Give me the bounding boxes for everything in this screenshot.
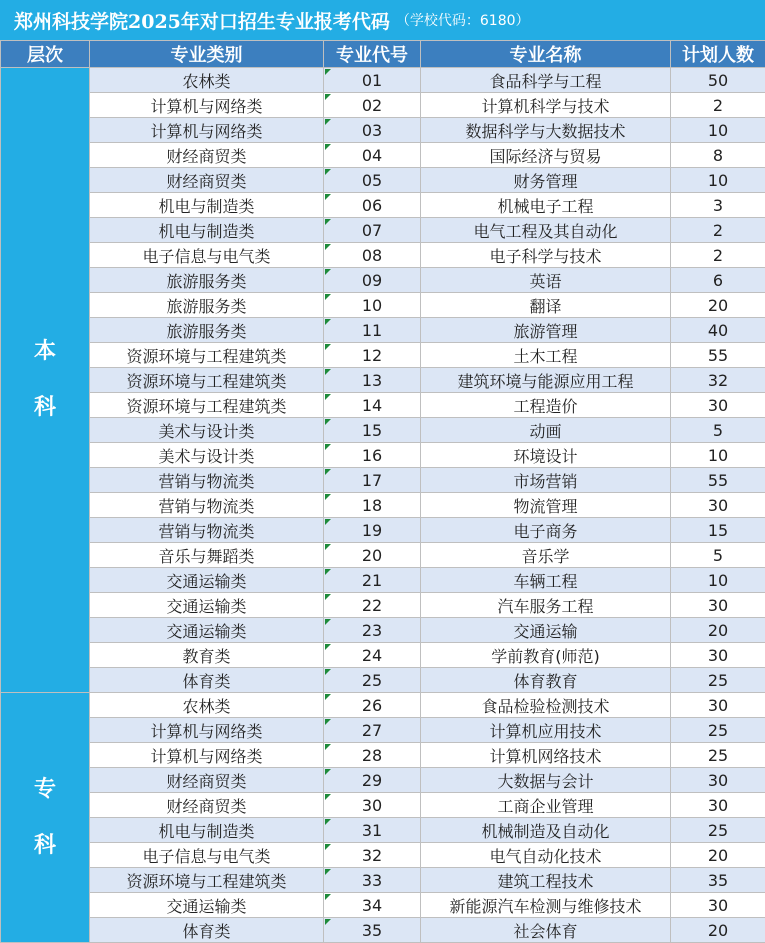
name-cell: 土木工程 bbox=[421, 343, 671, 368]
level-char: 本 bbox=[1, 324, 89, 380]
code-cell: 29 bbox=[324, 768, 421, 793]
name-cell: 建筑环境与能源应用工程 bbox=[421, 368, 671, 393]
name-cell: 食品检验检测技术 bbox=[421, 693, 671, 718]
name-cell: 环境设计 bbox=[421, 443, 671, 468]
header-row bbox=[1, 41, 765, 68]
code-cell: 20 bbox=[324, 543, 421, 568]
table-row bbox=[1, 193, 765, 218]
table-row bbox=[1, 93, 765, 118]
plan-cell: 15 bbox=[671, 518, 765, 543]
category-cell: 计算机与网络类 bbox=[90, 743, 324, 768]
code-cell: 21 bbox=[324, 568, 421, 593]
level-char: 专 bbox=[1, 762, 89, 818]
code-cell: 23 bbox=[324, 618, 421, 643]
name-cell: 学前教育(师范) bbox=[421, 643, 671, 668]
name-cell: 翻译 bbox=[421, 293, 671, 318]
plan-cell: 10 bbox=[671, 443, 765, 468]
plan-cell: 5 bbox=[671, 418, 765, 443]
plan-cell: 30 bbox=[671, 643, 765, 668]
name-cell: 建筑工程技术 bbox=[421, 868, 671, 893]
code-cell: 05 bbox=[324, 168, 421, 193]
category-cell: 计算机与网络类 bbox=[90, 118, 324, 143]
name-cell: 社会体育 bbox=[421, 918, 671, 943]
table-row bbox=[1, 843, 765, 868]
plan-cell: 25 bbox=[671, 818, 765, 843]
table-row bbox=[1, 118, 765, 143]
plan-cell: 30 bbox=[671, 793, 765, 818]
code-cell: 01 bbox=[324, 68, 421, 93]
category-cell: 财经商贸类 bbox=[90, 793, 324, 818]
plan-cell: 20 bbox=[671, 843, 765, 868]
code-cell: 02 bbox=[324, 93, 421, 118]
category-cell: 计算机与网络类 bbox=[90, 718, 324, 743]
category-cell: 财经商贸类 bbox=[90, 768, 324, 793]
plan-cell: 3 bbox=[671, 193, 765, 218]
table-row bbox=[1, 418, 765, 443]
plan-cell: 10 bbox=[671, 168, 765, 193]
category-cell: 交通运输类 bbox=[90, 568, 324, 593]
table-row bbox=[1, 268, 765, 293]
plan-cell: 6 bbox=[671, 268, 765, 293]
plan-cell: 30 bbox=[671, 393, 765, 418]
category-cell: 营销与物流类 bbox=[90, 468, 324, 493]
category-cell: 资源环境与工程建筑类 bbox=[90, 393, 324, 418]
code-cell: 28 bbox=[324, 743, 421, 768]
name-cell: 旅游管理 bbox=[421, 318, 671, 343]
plan-cell: 30 bbox=[671, 768, 765, 793]
code-cell: 11 bbox=[324, 318, 421, 343]
level-char: 科 bbox=[1, 380, 89, 436]
category-cell: 计算机与网络类 bbox=[90, 93, 324, 118]
table-row bbox=[1, 868, 765, 893]
category-cell: 电子信息与电气类 bbox=[90, 843, 324, 868]
name-cell: 计算机网络技术 bbox=[421, 743, 671, 768]
category-cell: 营销与物流类 bbox=[90, 518, 324, 543]
name-cell: 新能源汽车检测与维修技术 bbox=[421, 893, 671, 918]
table-row bbox=[1, 818, 765, 843]
plan-cell: 5 bbox=[671, 543, 765, 568]
category-cell: 交通运输类 bbox=[90, 893, 324, 918]
code-cell: 24 bbox=[324, 643, 421, 668]
plan-cell: 40 bbox=[671, 318, 765, 343]
name-cell: 工商企业管理 bbox=[421, 793, 671, 818]
category-cell: 体育类 bbox=[90, 918, 324, 943]
code-cell: 33 bbox=[324, 868, 421, 893]
plan-cell: 35 bbox=[671, 868, 765, 893]
plan-cell: 10 bbox=[671, 118, 765, 143]
level-cell bbox=[1, 68, 90, 693]
plan-cell: 30 bbox=[671, 693, 765, 718]
category-cell: 机电与制造类 bbox=[90, 193, 324, 218]
code-cell: 25 bbox=[324, 668, 421, 693]
category-cell: 旅游服务类 bbox=[90, 318, 324, 343]
name-cell: 车辆工程 bbox=[421, 568, 671, 593]
code-cell: 18 bbox=[324, 493, 421, 518]
table-row bbox=[1, 368, 765, 393]
name-cell: 市场营销 bbox=[421, 468, 671, 493]
table-row bbox=[1, 568, 765, 593]
name-cell: 计算机科学与技术 bbox=[421, 93, 671, 118]
table-row bbox=[1, 393, 765, 418]
name-cell: 机械制造及自动化 bbox=[421, 818, 671, 843]
code-cell: 07 bbox=[324, 218, 421, 243]
plan-cell: 30 bbox=[671, 593, 765, 618]
table-row bbox=[1, 918, 765, 943]
code-cell: 13 bbox=[324, 368, 421, 393]
plan-cell: 20 bbox=[671, 293, 765, 318]
header-name: 专业名称 bbox=[421, 41, 671, 68]
code-cell: 09 bbox=[324, 268, 421, 293]
category-cell: 美术与设计类 bbox=[90, 443, 324, 468]
plan-cell: 25 bbox=[671, 668, 765, 693]
table-row bbox=[1, 618, 765, 643]
table-row bbox=[1, 468, 765, 493]
header-level: 层次 bbox=[1, 41, 90, 68]
level-char: 科 bbox=[1, 818, 89, 874]
name-cell: 英语 bbox=[421, 268, 671, 293]
code-cell: 31 bbox=[324, 818, 421, 843]
category-cell: 资源环境与工程建筑类 bbox=[90, 868, 324, 893]
name-cell: 动画 bbox=[421, 418, 671, 443]
category-cell: 资源环境与工程建筑类 bbox=[90, 343, 324, 368]
table-row bbox=[1, 768, 765, 793]
header-category: 专业类别 bbox=[90, 41, 324, 68]
category-cell: 机电与制造类 bbox=[90, 218, 324, 243]
table-row bbox=[1, 318, 765, 343]
table-row bbox=[1, 718, 765, 743]
code-cell: 03 bbox=[324, 118, 421, 143]
code-cell: 10 bbox=[324, 293, 421, 318]
title-bar bbox=[0, 0, 765, 40]
table-row bbox=[1, 218, 765, 243]
table-row bbox=[1, 643, 765, 668]
code-cell: 08 bbox=[324, 243, 421, 268]
code-cell: 06 bbox=[324, 193, 421, 218]
table-row bbox=[1, 143, 765, 168]
category-cell: 机电与制造类 bbox=[90, 818, 324, 843]
table-row bbox=[1, 668, 765, 693]
plan-cell: 8 bbox=[671, 143, 765, 168]
code-cell: 34 bbox=[324, 893, 421, 918]
code-cell: 14 bbox=[324, 393, 421, 418]
code-cell: 26 bbox=[324, 693, 421, 718]
plan-cell: 55 bbox=[671, 468, 765, 493]
category-cell: 农林类 bbox=[90, 68, 324, 93]
table-row bbox=[1, 493, 765, 518]
admission-codes-table bbox=[0, 40, 765, 943]
table-row bbox=[1, 443, 765, 468]
category-cell: 美术与设计类 bbox=[90, 418, 324, 443]
code-cell: 27 bbox=[324, 718, 421, 743]
plan-cell: 20 bbox=[671, 618, 765, 643]
name-cell: 电子商务 bbox=[421, 518, 671, 543]
category-cell: 营销与物流类 bbox=[90, 493, 324, 518]
name-cell: 食品科学与工程 bbox=[421, 68, 671, 93]
name-cell: 工程造价 bbox=[421, 393, 671, 418]
plan-cell: 25 bbox=[671, 743, 765, 768]
code-cell: 12 bbox=[324, 343, 421, 368]
plan-cell: 25 bbox=[671, 718, 765, 743]
plan-cell: 55 bbox=[671, 343, 765, 368]
name-cell: 计算机应用技术 bbox=[421, 718, 671, 743]
table-row bbox=[1, 68, 765, 93]
category-cell: 财经商贸类 bbox=[90, 168, 324, 193]
category-cell: 体育类 bbox=[90, 668, 324, 693]
plan-cell: 32 bbox=[671, 368, 765, 393]
table-row bbox=[1, 168, 765, 193]
name-cell: 体育教育 bbox=[421, 668, 671, 693]
table-row bbox=[1, 593, 765, 618]
plan-cell: 30 bbox=[671, 493, 765, 518]
table-row bbox=[1, 893, 765, 918]
table-row bbox=[1, 793, 765, 818]
category-cell: 电子信息与电气类 bbox=[90, 243, 324, 268]
code-cell: 15 bbox=[324, 418, 421, 443]
category-cell: 音乐与舞蹈类 bbox=[90, 543, 324, 568]
table-body bbox=[1, 68, 765, 943]
table-row bbox=[1, 743, 765, 768]
name-cell: 电子科学与技术 bbox=[421, 243, 671, 268]
school-code-note: （学校代码：6180） bbox=[396, 10, 530, 30]
name-cell: 物流管理 bbox=[421, 493, 671, 518]
plan-cell: 2 bbox=[671, 93, 765, 118]
header-code: 专业代号 bbox=[324, 41, 421, 68]
plan-cell: 30 bbox=[671, 893, 765, 918]
name-cell: 机械电子工程 bbox=[421, 193, 671, 218]
category-cell: 旅游服务类 bbox=[90, 268, 324, 293]
code-cell: 32 bbox=[324, 843, 421, 868]
plan-cell: 10 bbox=[671, 568, 765, 593]
table-row bbox=[1, 693, 765, 718]
category-cell: 资源环境与工程建筑类 bbox=[90, 368, 324, 393]
code-cell: 19 bbox=[324, 518, 421, 543]
code-cell: 30 bbox=[324, 793, 421, 818]
category-cell: 交通运输类 bbox=[90, 618, 324, 643]
name-cell: 财务管理 bbox=[421, 168, 671, 193]
code-cell: 22 bbox=[324, 593, 421, 618]
code-cell: 04 bbox=[324, 143, 421, 168]
name-cell: 电气自动化技术 bbox=[421, 843, 671, 868]
table-row bbox=[1, 293, 765, 318]
plan-cell: 50 bbox=[671, 68, 765, 93]
name-cell: 数据科学与大数据技术 bbox=[421, 118, 671, 143]
level-cell bbox=[1, 693, 90, 943]
plan-cell: 20 bbox=[671, 918, 765, 943]
code-cell: 17 bbox=[324, 468, 421, 493]
category-cell: 交通运输类 bbox=[90, 593, 324, 618]
category-cell: 农林类 bbox=[90, 693, 324, 718]
header-plan: 计划人数 bbox=[671, 41, 765, 68]
plan-cell: 2 bbox=[671, 218, 765, 243]
page-title: 郑州科技学院2025年对口招生专业报考代码 bbox=[14, 7, 390, 34]
name-cell: 交通运输 bbox=[421, 618, 671, 643]
table-row bbox=[1, 243, 765, 268]
name-cell: 国际经济与贸易 bbox=[421, 143, 671, 168]
name-cell: 电气工程及其自动化 bbox=[421, 218, 671, 243]
table-row bbox=[1, 518, 765, 543]
name-cell: 汽车服务工程 bbox=[421, 593, 671, 618]
category-cell: 旅游服务类 bbox=[90, 293, 324, 318]
name-cell: 音乐学 bbox=[421, 543, 671, 568]
code-cell: 16 bbox=[324, 443, 421, 468]
category-cell: 财经商贸类 bbox=[90, 143, 324, 168]
category-cell: 教育类 bbox=[90, 643, 324, 668]
plan-cell: 2 bbox=[671, 243, 765, 268]
table-row bbox=[1, 343, 765, 368]
code-cell: 35 bbox=[324, 918, 421, 943]
name-cell: 大数据与会计 bbox=[421, 768, 671, 793]
table-row bbox=[1, 543, 765, 568]
